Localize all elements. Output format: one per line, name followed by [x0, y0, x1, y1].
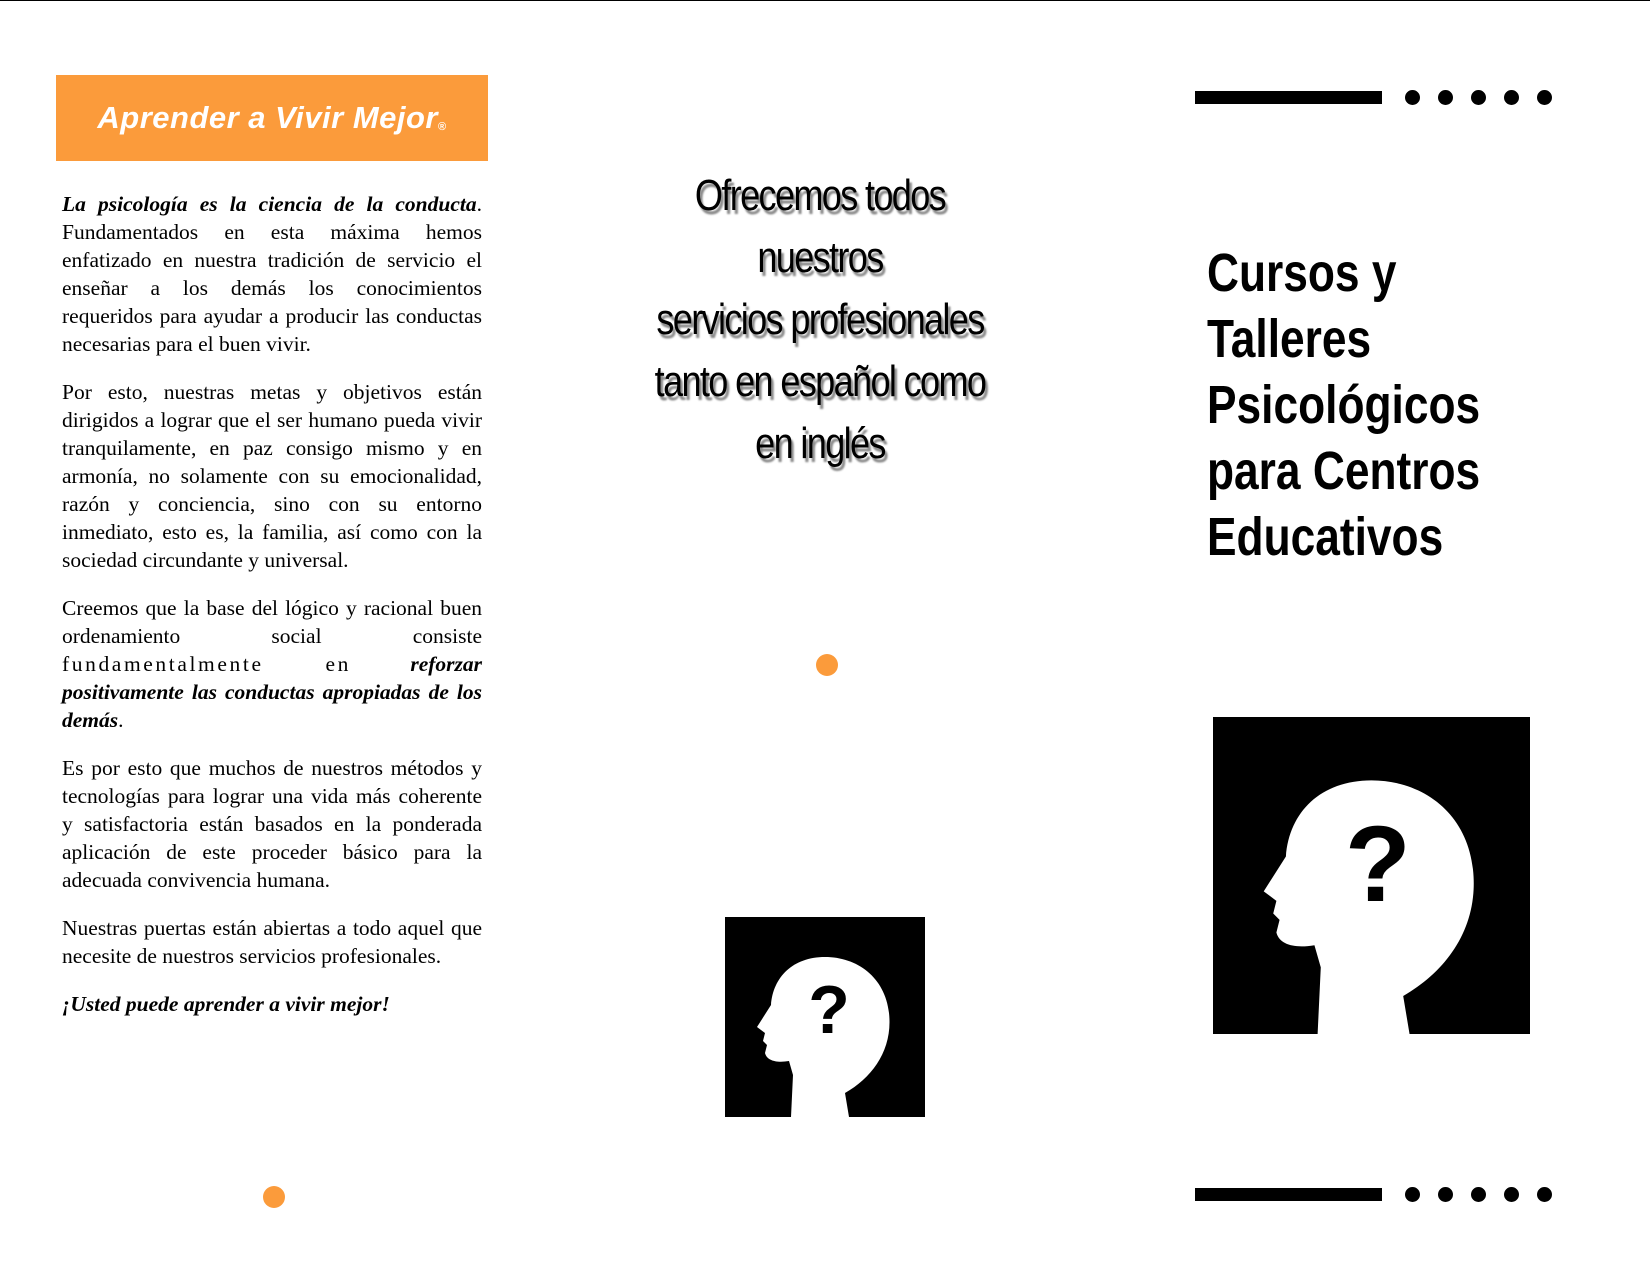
brochure-title	[1207, 240, 1535, 570]
top-border-line	[0, 0, 1650, 1]
paragraph-5: Nuestras puertas están abiertas a todo aquel que necesite de nuestros servicios profesionales.	[62, 916, 482, 968]
title-line: Cursos y	[1207, 243, 1397, 303]
orange-dot-left	[263, 1186, 285, 1208]
rule-dot	[1471, 1187, 1486, 1202]
head-question-icon	[1213, 717, 1530, 1034]
title-line: Talleres	[1207, 309, 1372, 369]
brand-banner	[56, 75, 488, 161]
offer-line: tanto en español como	[654, 357, 986, 406]
intro-text	[62, 190, 482, 1038]
paragraph-1: La psicología es la ciencia de la conducta. Fundamentados en esta máxima hemos enfatizado en nuestra tradición de servicio el enseñar a los demás los conocimientos requeridos para ayudar a producir las conductas necesarias para el buen vivir.	[62, 192, 482, 356]
rule-dot	[1537, 90, 1552, 105]
paragraph-3: Creemos que la base del lógico y racional buen ordenamiento social consiste fundamentalmente en reforzar positivamente las conductas apropiadas de los demás.	[62, 596, 483, 732]
services-offer-heading	[640, 165, 1001, 475]
registered-mark: ®	[438, 121, 447, 133]
head-question-icon	[725, 917, 925, 1117]
offer-line: servicios profesionales	[656, 295, 984, 344]
rule-dot	[1504, 1187, 1519, 1202]
rule-bar	[1195, 1188, 1382, 1201]
top-rule	[1195, 82, 1565, 112]
rule-bar	[1195, 91, 1382, 104]
paragraph-1-lead: La psicología es la ciencia de la conducta	[62, 192, 477, 216]
rule-dot	[1438, 1187, 1453, 1202]
rule-dot	[1438, 90, 1453, 105]
svg-text:?: ?	[1344, 802, 1411, 924]
head-question-icon	[725, 917, 925, 1117]
title-line: para Centros	[1207, 441, 1481, 501]
paragraph-2: Por esto, nuestras metas y objetivos están dirigidos a lograr que el ser humano pueda vivir tranquilamente, en paz consigo mismo y en armonía, no solamente con su emocionalidad, razón y conciencia, sino con su entorno inmediato, esto es, la familia, así como con la sociedad circundante y universal.	[62, 380, 482, 572]
offer-line: en inglés	[755, 419, 885, 468]
rule-dot	[1504, 90, 1519, 105]
offer-line: Ofrecemos todos nuestros	[694, 171, 946, 282]
paragraph-3-emphasis: reforzar positivamente las conductas apropiadas de los demás	[62, 652, 483, 732]
svg-text:?: ?	[808, 972, 850, 1048]
orange-dot-middle	[816, 654, 838, 676]
rule-dot	[1537, 1187, 1552, 1202]
brand-banner-text: Aprender a Vivir Mejor®	[97, 100, 447, 135]
rule-dot	[1405, 1187, 1420, 1202]
rule-dot	[1405, 90, 1420, 105]
rule-dot	[1471, 90, 1486, 105]
title-line: Educativos	[1207, 507, 1444, 567]
title-line: Psicológicos	[1207, 375, 1481, 435]
head-question-icon	[1213, 717, 1530, 1034]
closing-slogan: ¡Usted puede aprender a vivir mejor!	[62, 992, 390, 1016]
bottom-rule	[1195, 1179, 1565, 1209]
paragraph-4: Es por esto que muchos de nuestros métodos y tecnologías para lograr una vida más coherente y satisfactoria están basados en la ponderada aplicación de este proceder básico para la adecuada convivencia humana.	[62, 756, 482, 892]
